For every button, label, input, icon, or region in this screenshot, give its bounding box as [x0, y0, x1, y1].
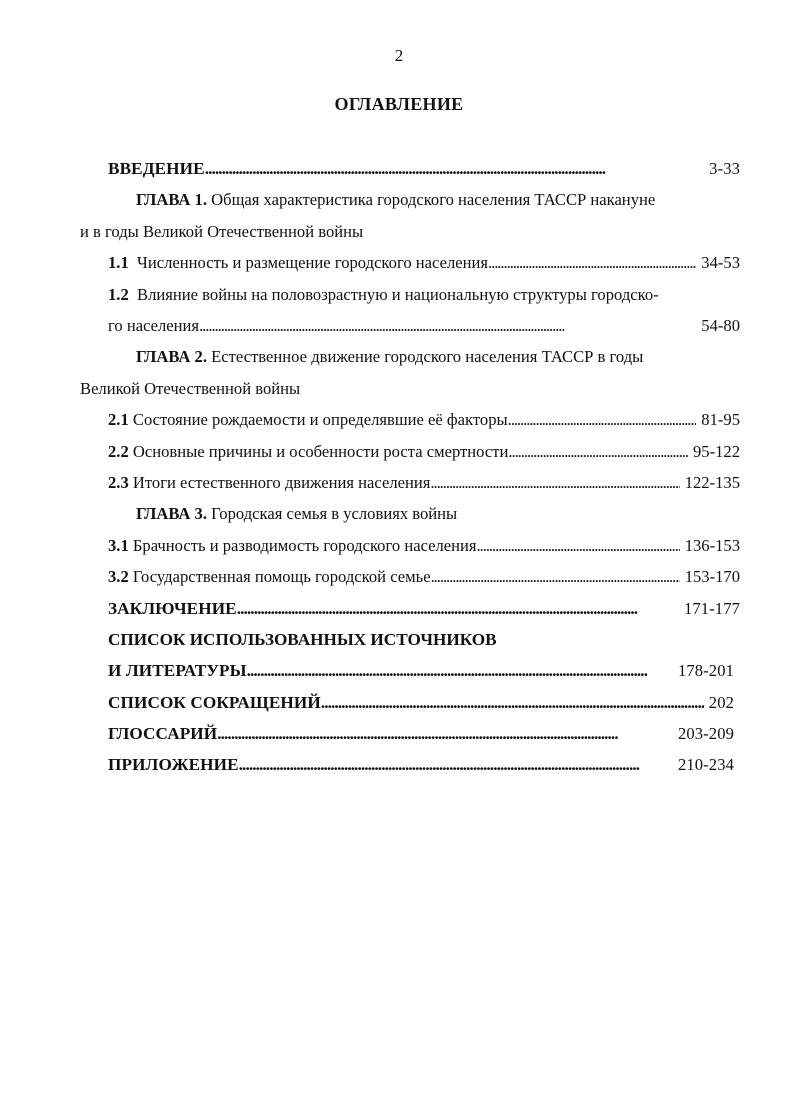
toc-entry-chapter-3[interactable]	[108, 498, 740, 529]
chapter-number: ГЛАВА 3.	[136, 504, 208, 524]
toc-entry-pages: 3-33	[709, 159, 740, 178]
toc-leader-dots	[430, 467, 679, 498]
toc-entry-label: ГЛОССАРИЙ	[108, 724, 218, 744]
toc-entry-section-3-1[interactable]	[108, 530, 740, 561]
toc-entry-pages: 203-209	[677, 724, 734, 744]
toc-entry-conclusion[interactable]	[108, 593, 740, 624]
chapter-title-line-1: Общая характеристика городского населения ТАССР накануне	[207, 190, 656, 210]
toc-entry-section-2-1[interactable]	[108, 404, 740, 435]
toc-entry-pages: 81-95	[701, 410, 740, 430]
section-number: 2.3	[108, 472, 129, 492]
toc-entry-pages: 153-170	[684, 567, 740, 587]
toc-entry-pages: 122-135	[684, 472, 740, 492]
toc-entry-pages: 202	[708, 692, 734, 712]
toc-leader-dots	[199, 310, 696, 341]
section-number: 2.2	[108, 441, 129, 461]
toc-entry-label: Государственная помощь городской семье	[132, 567, 431, 587]
section-number: 3.1	[108, 535, 129, 555]
toc-entry-label: Состояние рождаемости и определявшие её факторы	[132, 410, 508, 430]
toc-leader-dots	[321, 687, 704, 718]
section-number: 3.2	[108, 567, 129, 587]
toc-entry-section-2-3[interactable]	[108, 467, 740, 498]
chapter-number: ГЛАВА 2.	[136, 347, 208, 367]
chapter-title: Городская семья в условиях войны	[207, 504, 458, 524]
toc-entry-sources[interactable]	[108, 624, 734, 687]
toc-entry-label: Брачность и разводимость городского населения	[132, 535, 477, 555]
section-number: 1.1	[108, 253, 129, 273]
toc-leader-dots	[431, 561, 680, 592]
toc-entry-section-2-2[interactable]	[108, 436, 740, 467]
toc-leader-dots	[237, 593, 679, 624]
toc-entry-pages: 210-234	[677, 755, 734, 775]
toc-leader-dots	[488, 247, 696, 278]
toc-entry-label: Основные причины и особенности роста смертности	[132, 441, 509, 461]
toc-leader-dots	[217, 718, 673, 749]
toc-entry-label: ЗАКЛЮЧЕНИЕ	[108, 598, 237, 618]
toc-entry-section-1-2[interactable]	[108, 279, 740, 342]
toc-leader-dots	[508, 436, 688, 467]
table-of-contents	[80, 153, 740, 781]
toc-entry-label: ВВЕДЕНИЕ	[108, 159, 205, 178]
toc-leader-dots	[247, 655, 673, 686]
toc-leader-dots	[508, 404, 697, 435]
toc-entry-label: Численность и размещение городского населения	[137, 253, 489, 273]
section-number: 1.2	[108, 284, 129, 304]
chapter-title-line-2: и в годы Великой Отечественной войны	[80, 221, 364, 241]
toc-leader-dots	[205, 153, 704, 184]
page-title: ОГЛАВЛЕНИЕ	[334, 94, 464, 114]
toc-leader-dots	[239, 749, 673, 780]
chapter-title-line-1: Естественное движение городского населения ТАССР в годы	[207, 347, 644, 367]
page-number: 2	[394, 46, 404, 65]
toc-entry-pages: 171-177	[683, 598, 740, 618]
section-number: 2.1	[108, 410, 129, 430]
toc-entry-appendix[interactable]	[108, 749, 734, 780]
toc-entry-pages: 178-201	[677, 661, 734, 681]
toc-entry-glossary[interactable]	[108, 718, 734, 749]
toc-entry-label: Итоги естественного движения населения	[132, 472, 431, 492]
toc-entry-label: И ЛИТЕРАТУРЫ	[108, 661, 247, 681]
toc-entry-chapter-1[interactable]	[80, 184, 740, 247]
toc-entry-title-line-1: СПИСОК ИСПОЛЬЗОВАННЫХ ИСТОЧНИКОВ	[108, 629, 497, 649]
toc-leader-dots	[477, 530, 680, 561]
toc-entry-label: СПИСОК СОКРАЩЕНИЙ	[108, 692, 321, 712]
section-title-line-1: Влияние войны на половозрастную и национальную структуры городско-	[137, 284, 659, 304]
toc-entry-abbreviations[interactable]	[108, 687, 734, 718]
toc-entry-pages: 54-80	[701, 315, 740, 335]
toc-entry-label: го населения	[108, 315, 200, 335]
toc-entry-section-1-1[interactable]	[108, 247, 740, 278]
toc-entry-pages: 136-153	[684, 535, 740, 555]
chapter-number: ГЛАВА 1.	[136, 190, 208, 210]
toc-entry-section-3-2[interactable]	[108, 561, 740, 592]
toc-entry-pages: 95-122	[692, 441, 740, 461]
toc-entry-introduction[interactable]	[108, 153, 740, 184]
toc-entry-label: ПРИЛОЖЕНИЕ	[108, 755, 239, 775]
toc-entry-pages: 34-53	[701, 253, 740, 273]
chapter-title-line-2: Великой Отечественной войны	[80, 378, 301, 398]
toc-entry-chapter-2[interactable]	[80, 341, 740, 404]
